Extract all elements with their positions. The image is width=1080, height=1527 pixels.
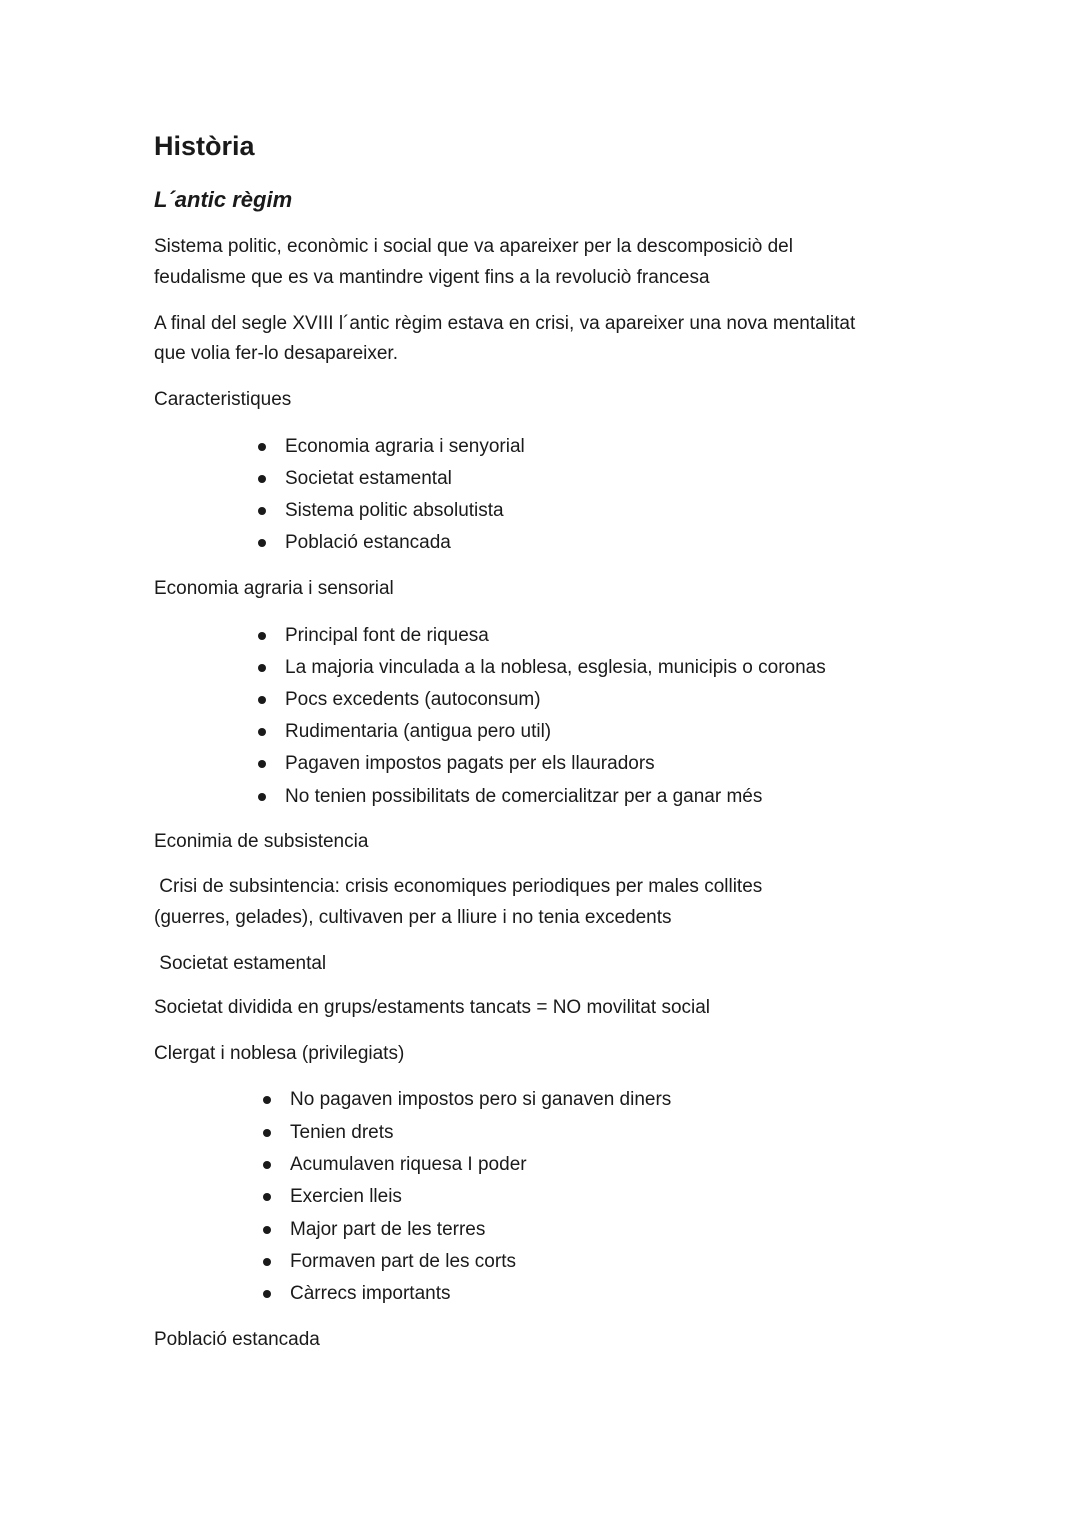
list-item: No tenien possibilitats de comercialitzar per a ganar més: [285, 785, 762, 809]
paragraph-line: Sistema politic, econòmic i social que va apareixer per la descomposiciò del: [154, 236, 793, 257]
bullet-icon: [263, 1193, 271, 1201]
population-heading: Població estancada: [154, 1329, 320, 1350]
bullet-icon: [263, 1290, 271, 1298]
list-item: Rudimentaria (antigua pero util): [285, 720, 551, 744]
bullet-icon: [263, 1226, 271, 1234]
list-item: La majoria vinculada a la noblesa, esglesia, municipis o coronas: [285, 656, 826, 680]
list-item: Exercien lleis: [290, 1185, 402, 1209]
bullet-icon: [258, 632, 266, 640]
characteristics-heading: Caracteristiques: [154, 389, 292, 410]
list-item: No pagaven impostos pero si ganaven diners: [290, 1088, 671, 1112]
privileged-heading: Clergat i noblesa (privilegiats): [154, 1043, 405, 1064]
paragraph-line: (guerres, gelades), cultivaven per a lliure i no tenia excedents: [154, 907, 672, 928]
list-item: Pocs excedents (autoconsum): [285, 688, 541, 712]
list-item: Sistema politic absolutista: [285, 499, 504, 523]
paragraph-line: que volia fer-lo desapareixer.: [154, 343, 398, 364]
list-item: Acumulaven riquesa I poder: [290, 1153, 527, 1177]
paragraph-line: feudalisme que es va mantindre vigent fins a la revoluciò francesa: [154, 267, 710, 288]
list-item: Major part de les terres: [290, 1218, 485, 1242]
section-title: L´antic règim: [154, 187, 293, 212]
bullet-icon: [258, 728, 266, 736]
subsistence-heading: Econimia de subsistencia: [154, 831, 369, 852]
list-item: Formaven part de les corts: [290, 1250, 516, 1274]
bullet-icon: [258, 539, 266, 547]
list-item: Societat estamental: [285, 467, 452, 491]
paragraph-line: Crisi de subsintencia: crisis economiques periodiques per males collites: [154, 876, 763, 897]
list-item: Càrrecs importants: [290, 1282, 451, 1306]
list-item: Principal font de riquesa: [285, 624, 489, 648]
bullet-icon: [263, 1096, 271, 1104]
list-item: Tenien drets: [290, 1121, 394, 1145]
list-item: Població estancada: [285, 531, 451, 555]
bullet-icon: [258, 696, 266, 704]
list-item: Economia agraria i senyorial: [285, 435, 525, 459]
list-item: Pagaven impostos pagats per els llauradors: [285, 752, 655, 776]
bullet-icon: [258, 760, 266, 768]
bullet-icon: [258, 664, 266, 672]
paragraph-line: Societat dividida en grups/estaments tancats = NO movilitat social: [154, 997, 711, 1018]
bullet-icon: [263, 1129, 271, 1137]
paragraph-line: A final del segle XVIII l´antic règim estava en crisi, va apareixer una nova mentalitat: [154, 313, 856, 334]
document-title: Història: [154, 131, 255, 161]
society-heading: Societat estamental: [154, 953, 327, 974]
bullet-icon: [258, 507, 266, 515]
bullet-icon: [263, 1258, 271, 1266]
bullet-icon: [258, 793, 266, 801]
economy-heading: Economia agraria i sensorial: [154, 578, 394, 599]
bullet-icon: [263, 1161, 271, 1169]
bullet-icon: [258, 475, 266, 483]
bullet-icon: [258, 443, 266, 451]
